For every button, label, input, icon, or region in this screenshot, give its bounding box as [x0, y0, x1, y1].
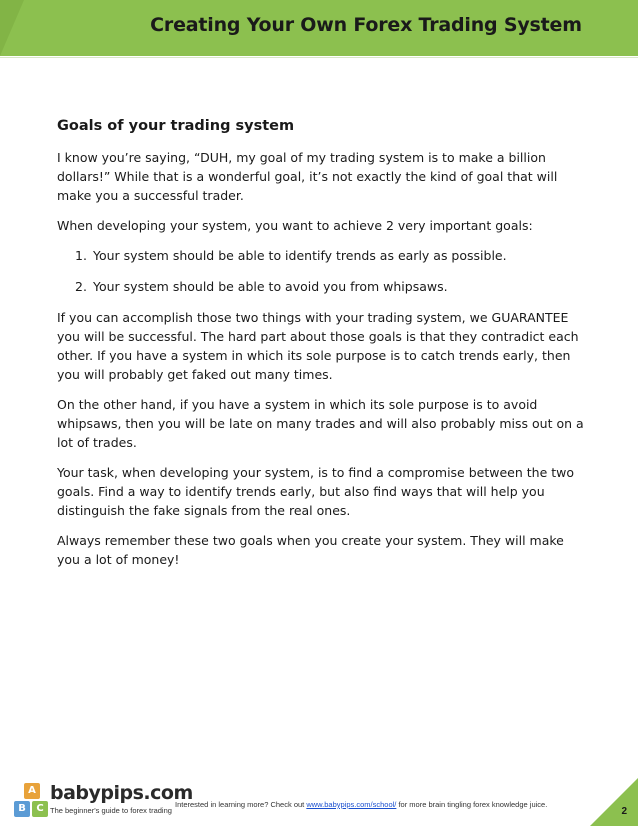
page-footer — [0, 778, 638, 826]
page-header — [0, 0, 638, 57]
list-item — [75, 277, 587, 296]
list-item-number: 2. — [75, 279, 87, 294]
babypips-logo — [12, 778, 193, 823]
paragraph-other-hand: On the other hand, if you have a system in which its sole purpose is to avoid whipsaws, then you will be late on many trades and will also probably miss out on a lot of trades. — [57, 397, 584, 450]
footer-note — [175, 800, 547, 809]
document-body — [57, 115, 587, 580]
list-item-text: Your system should be able to identify trends as early as possible. — [93, 248, 507, 263]
list-item-number: 1. — [75, 248, 87, 263]
school-link[interactable]: www.babypips.com/school/ — [306, 800, 397, 809]
list-item — [75, 246, 587, 265]
list-item-text: Your system should be able to avoid you from whipsaws. — [93, 279, 448, 294]
paragraph-goals-lead: When developing your system, you want to achieve 2 very important goals: — [57, 218, 533, 233]
corner-decoration — [590, 778, 638, 826]
page-number: 2 — [621, 806, 627, 817]
header-divider — [0, 57, 638, 58]
footer-note-lead: Interested in learning more? Check out — [175, 800, 307, 809]
section-heading: Goals of your trading system — [57, 118, 295, 134]
footer-note-tail: for more brain tingling forex knowledge juice. — [396, 800, 548, 809]
paragraph-intro: I know you’re saying, “DUH, my goal of my trading system is to make a billion dollars!” While that is a wonderful goal, it’s not exactly the kind of goal that will make you a successful trader. — [57, 150, 558, 203]
page-title: Creating Your Own Forex Trading System — [150, 14, 582, 36]
goals-list — [57, 246, 587, 296]
paragraph-remember: Always remember these two goals when you create your system. They will make you a lot of money! — [57, 533, 564, 567]
paragraph-task: Your task, when developing your system, is to find a compromise between the two goals. Find a way to identify trends early, but also find ways that will help you distinguish the fake signals from the real ones. — [57, 465, 575, 518]
logo-wordmark: babypips.com — [50, 782, 193, 804]
logo-tagline: The beginner's guide to forex trading — [50, 806, 172, 815]
paragraph-guarantee: If you can accomplish those two things with your trading system, we GUARANTEE you will be successful. The hard part about those goals is that they contradict each other. If you have a system in which its sole purpose is to catch trends early, then you will probably get faked out many times. — [57, 310, 579, 382]
toy-blocks-icon: A B C — [12, 783, 52, 819]
